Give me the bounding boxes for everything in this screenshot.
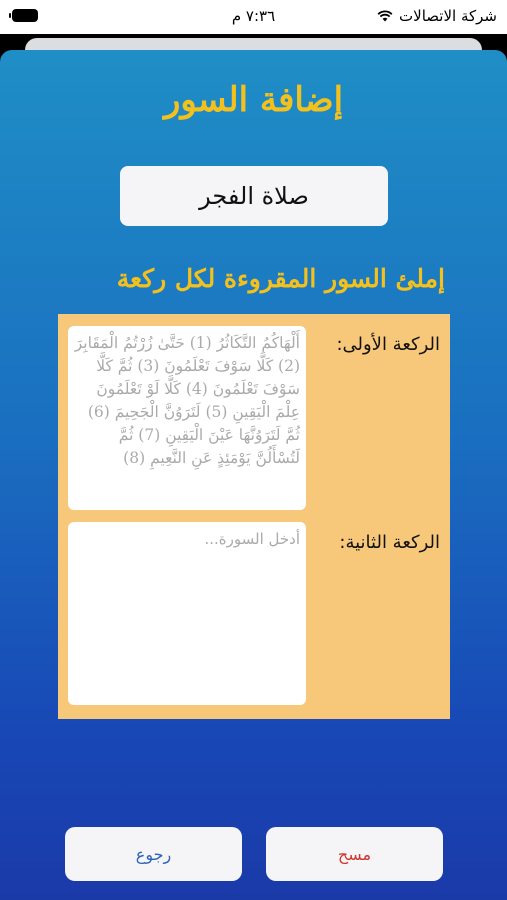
first-rakah-label: الركعة الأولى: [336, 334, 440, 355]
first-rakah-textarea[interactable]: أَلْهَاكُمُ التَّكَاثُرُ (1) حَتَّىٰ زُرْتُمُ الْمَقَابِرَ (2) كَلَّا سَوْفَ تَعْلَمُونَ (3) ثُمَّ كَلَّا سَوْفَ تَعْلَمُونَ (4) كَلَّا لَوْ تَعْلَمُونَ عِلْمَ الْيَقِينِ (5) لَتَرَوُنَّ الْجَحِيمَ (6) ثُمَّ لَتَرَوُنَّهَا عَيْنَ الْيَقِينِ (7) ثُمَّ لَتُسْأَلُنَّ يَوْمَئِذٍ عَنِ النَّعِيمِ (8) [68, 326, 306, 510]
second-rakah-textarea[interactable]: أدخل السورة... [68, 522, 306, 705]
add-surahs-sheet [0, 50, 507, 900]
page-title: إضافة السور [163, 80, 344, 120]
back-button[interactable]: رجوع [65, 827, 242, 881]
second-rakah-label: الركعة الثانية: [339, 532, 440, 553]
carrier-name: شركة الاتصالات [399, 7, 497, 25]
battery-icon [12, 9, 38, 22]
rakaat-panel [58, 314, 450, 719]
clear-button[interactable]: مسح [266, 827, 443, 881]
prayer-name-field[interactable]: صلاة الفجر [120, 166, 388, 226]
carrier-info [377, 7, 497, 25]
instructions-heading: إملئ السور المقروءة لكل ركعة [116, 264, 445, 293]
status-time: ٧:٣٦ م [231, 7, 276, 25]
status-bar [0, 0, 507, 34]
wifi-icon [377, 10, 393, 22]
